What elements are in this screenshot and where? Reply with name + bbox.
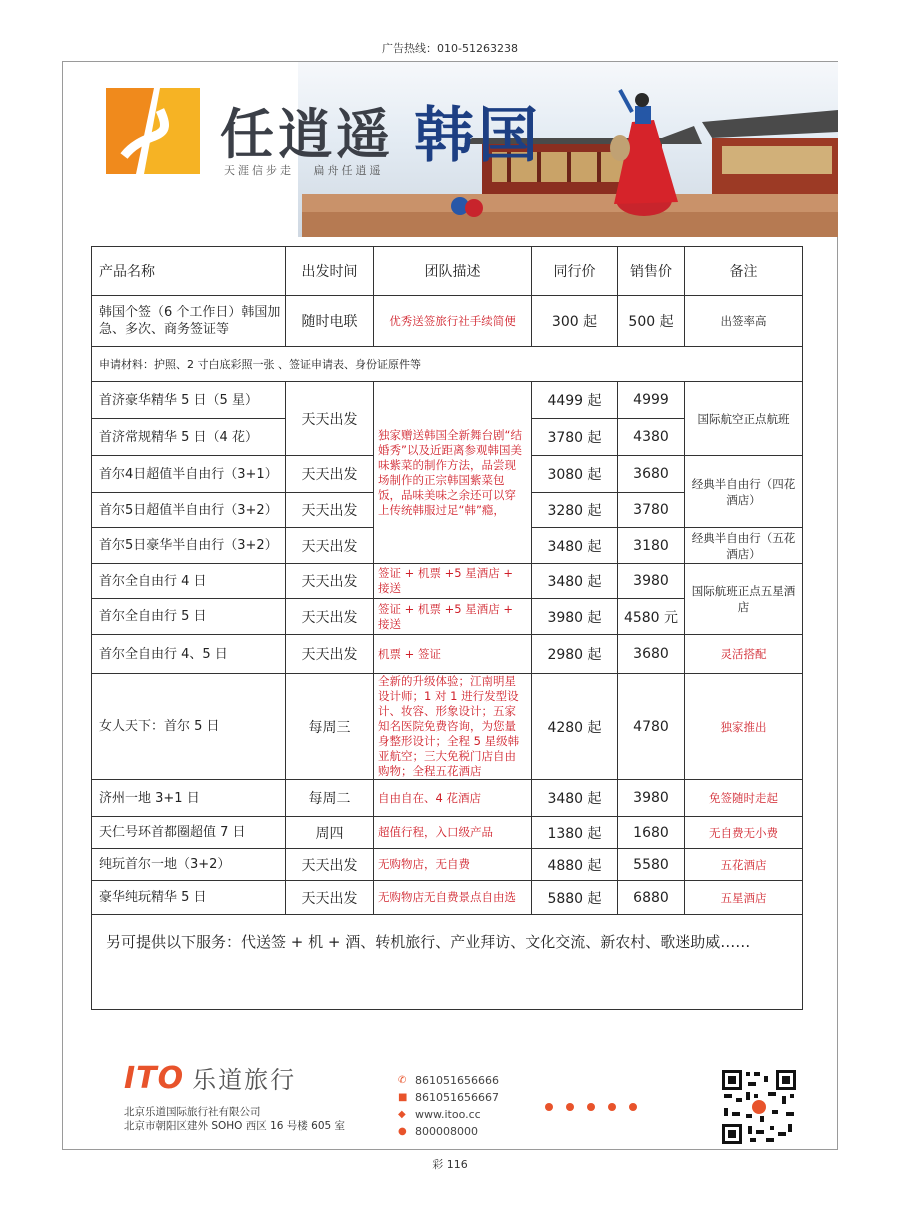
product-name: 豪华纯玩精华 5 日 bbox=[92, 881, 286, 915]
departure: 天天出发 bbox=[286, 564, 374, 599]
phone-2: 861051656667 bbox=[415, 1091, 499, 1104]
service-number: 800008000 bbox=[415, 1125, 478, 1138]
product-name: 济州一地 3+1 日 bbox=[92, 780, 286, 817]
decorative-dots bbox=[545, 1103, 637, 1111]
fax-icon: ■ bbox=[398, 1092, 408, 1103]
header-product: 产品名称 bbox=[92, 247, 286, 296]
product-name: 首济常规精华 5 日（4 花） bbox=[92, 419, 286, 456]
company-name: 北京乐道国际旅行社有限公司 bbox=[124, 1106, 261, 1118]
description: 超值行程，入口级产品 bbox=[374, 817, 532, 849]
contact-list bbox=[398, 1072, 499, 1140]
dot-icon bbox=[587, 1103, 595, 1111]
header-peer-price: 同行价 bbox=[532, 247, 618, 296]
product-name: 天仁号环首都圈超值 7 日 bbox=[92, 817, 286, 849]
renxiaoyao-logo-icon bbox=[106, 88, 200, 174]
sale-price: 4780 bbox=[618, 674, 685, 780]
header-sale-price: 销售价 bbox=[618, 247, 685, 296]
website: www.itoo.cc bbox=[415, 1108, 481, 1121]
product-name: 纯玩首尔一地（3+2） bbox=[92, 849, 286, 881]
peer-price: 3980 起 bbox=[532, 599, 618, 635]
description: 全新的升级体验；江南明星设计师；1 对 1 进行发型设计、妆容、形象设计；五家知名医院免费咨询，为您量身整形设计；全程 5 星级韩亚航空；三大免税门店自由购物；全程五花酒店 bbox=[374, 674, 532, 780]
ito-logo bbox=[124, 1060, 296, 1096]
note: 出签率高 bbox=[685, 296, 803, 347]
header-departure: 出发时间 bbox=[286, 247, 374, 296]
table-row bbox=[92, 382, 803, 419]
product-name: 首尔5日超值半自由行（3+2） bbox=[92, 493, 286, 528]
shared-description: 独家赠送韩国全新舞台剧“结婚秀”以及近距离参观韩国美味紫菜的制作方法，品尝现场制作的正宗韩国紫菜包饭，品味美味之余还可以穿上传统韩服过足“韩”瘾， bbox=[374, 382, 532, 564]
table-row bbox=[92, 849, 803, 881]
description: 优秀送签旅行社手续简便 bbox=[374, 296, 532, 347]
peer-price: 1380 起 bbox=[532, 817, 618, 849]
note: 五星酒店 bbox=[685, 881, 803, 915]
product-name: 首尔全自由行 4、5 日 bbox=[92, 635, 286, 674]
departure: 天天出发 bbox=[286, 881, 374, 915]
ito-logo-text: ITO bbox=[124, 1061, 185, 1096]
country-title: 韩国 bbox=[414, 101, 542, 171]
peer-price: 3280 起 bbox=[532, 493, 618, 528]
product-name: 韩国个签（6 个工作日）韩国加急、多次、商务签证等 bbox=[92, 296, 286, 347]
table-header-row bbox=[92, 247, 803, 296]
description: 无购物店无自费景点自由选 bbox=[374, 881, 532, 915]
peer-price: 3480 起 bbox=[532, 780, 618, 817]
dot-icon bbox=[566, 1103, 574, 1111]
product-name: 首济豪华精华 5 日（5 星） bbox=[92, 382, 286, 419]
product-name: 首尔全自由行 4 日 bbox=[92, 564, 286, 599]
note: 经典半自由行（四花酒店） bbox=[685, 456, 803, 528]
header-description: 团队描述 bbox=[374, 247, 532, 296]
peer-price: 5880 起 bbox=[532, 881, 618, 915]
description: 签证 + 机票 +5 星酒店 + 接送 bbox=[374, 564, 532, 599]
dot-icon bbox=[629, 1103, 637, 1111]
table-row bbox=[92, 296, 803, 347]
sale-price: 3180 bbox=[618, 528, 685, 564]
peer-price: 3780 起 bbox=[532, 419, 618, 456]
note: 国际航班正点五星酒店 bbox=[685, 564, 803, 635]
note: 国际航空正点航班 bbox=[685, 382, 803, 456]
departure: 天天出发 bbox=[286, 382, 374, 456]
description: 无购物店，无自费 bbox=[374, 849, 532, 881]
sale-price: 6880 bbox=[618, 881, 685, 915]
peer-price: 3080 起 bbox=[532, 456, 618, 493]
contact-phone-1 bbox=[398, 1072, 499, 1089]
departure: 每周三 bbox=[286, 674, 374, 780]
product-name: 首尔全自由行 5 日 bbox=[92, 599, 286, 635]
peer-price: 3480 起 bbox=[532, 528, 618, 564]
sale-price: 3780 bbox=[618, 493, 685, 528]
description: 签证 + 机票 +5 星酒店 + 接送 bbox=[374, 599, 532, 635]
sale-price: 3680 bbox=[618, 456, 685, 493]
product-name: 女人天下：首尔 5 日 bbox=[92, 674, 286, 780]
table-row bbox=[92, 780, 803, 817]
sale-price: 3680 bbox=[618, 635, 685, 674]
service-icon: ● bbox=[398, 1126, 407, 1137]
table-row bbox=[92, 817, 803, 849]
peer-price: 300 起 bbox=[532, 296, 618, 347]
note: 五花酒店 bbox=[685, 849, 803, 881]
brand-name: 任逍遥 bbox=[220, 103, 394, 166]
sale-price: 4580 元 bbox=[618, 599, 685, 635]
header-note: 备注 bbox=[685, 247, 803, 296]
departure: 随时电联 bbox=[286, 296, 374, 347]
peer-price: 4280 起 bbox=[532, 674, 618, 780]
note: 灵活搭配 bbox=[685, 635, 803, 674]
departure: 天天出发 bbox=[286, 849, 374, 881]
sale-price: 4380 bbox=[618, 419, 685, 456]
departure: 天天出发 bbox=[286, 493, 374, 528]
peer-price: 2980 起 bbox=[532, 635, 618, 674]
contact-website bbox=[398, 1106, 499, 1123]
sale-price: 4999 bbox=[618, 382, 685, 419]
departure: 每周二 bbox=[286, 780, 374, 817]
table-row bbox=[92, 564, 803, 599]
materials-row bbox=[92, 347, 803, 382]
peer-price: 4880 起 bbox=[532, 849, 618, 881]
peer-price: 3480 起 bbox=[532, 564, 618, 599]
departure: 周四 bbox=[286, 817, 374, 849]
departure: 天天出发 bbox=[286, 599, 374, 635]
ito-logo-cn: 乐道旅行 bbox=[192, 1066, 297, 1094]
product-table bbox=[91, 246, 803, 1010]
product-name: 首尔4日超值半自由行（3+1） bbox=[92, 456, 286, 493]
sale-price: 5580 bbox=[618, 849, 685, 881]
contact-phone-2 bbox=[398, 1089, 499, 1106]
note: 免签随时走起 bbox=[685, 780, 803, 817]
peer-price: 4499 起 bbox=[532, 382, 618, 419]
departure: 天天出发 bbox=[286, 528, 374, 564]
contact-service bbox=[398, 1123, 499, 1140]
phone-1: 861051656666 bbox=[415, 1074, 499, 1087]
brand-tagline: 天涯信步走 扁舟任逍遥 bbox=[224, 164, 384, 177]
company-address: 北京市朝阳区建外 SOHO 西区 16 号楼 605 室 bbox=[124, 1120, 346, 1132]
ad-hotline: 广告热线：010-51263238 bbox=[382, 42, 518, 55]
extra-services-row bbox=[92, 915, 803, 1010]
sale-price: 1680 bbox=[618, 817, 685, 849]
sale-price: 3980 bbox=[618, 564, 685, 599]
note: 无自费无小费 bbox=[685, 817, 803, 849]
application-materials: 申请材料：护照、2 寸白底彩照一张 、签证申请表、身份证原件等 bbox=[92, 347, 803, 382]
departure: 天天出发 bbox=[286, 635, 374, 674]
note: 独家推出 bbox=[685, 674, 803, 780]
table-row bbox=[92, 635, 803, 674]
qr-code-icon bbox=[720, 1068, 798, 1146]
banner bbox=[62, 62, 838, 237]
product-name: 首尔5日豪华半自由行（3+2） bbox=[92, 528, 286, 564]
dot-icon bbox=[608, 1103, 616, 1111]
phone-icon: ✆ bbox=[398, 1075, 407, 1086]
table-row bbox=[92, 881, 803, 915]
departure: 天天出发 bbox=[286, 456, 374, 493]
web-icon: ◆ bbox=[398, 1109, 406, 1120]
description: 自由自在、4 花酒店 bbox=[374, 780, 532, 817]
note: 经典半自由行（五花酒店） bbox=[685, 528, 803, 564]
description: 机票 + 签证 bbox=[374, 635, 532, 674]
sale-price: 3980 bbox=[618, 780, 685, 817]
sale-price: 500 起 bbox=[618, 296, 685, 347]
dot-icon bbox=[545, 1103, 553, 1111]
table-row bbox=[92, 674, 803, 780]
page-number: 彩 116 bbox=[432, 1158, 468, 1171]
extra-services: 另可提供以下服务：代送签 + 机 + 酒、转机旅行、产业拜访、文化交流、新农村、歌迷助威…… bbox=[92, 915, 803, 1010]
